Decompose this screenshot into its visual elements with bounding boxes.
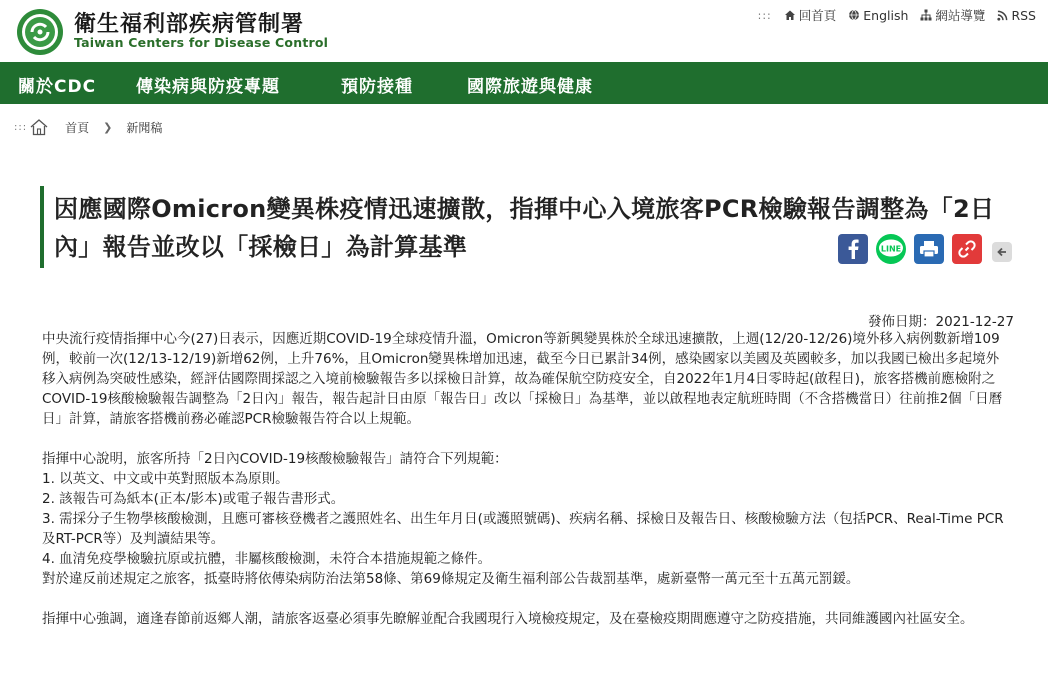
copy-link-button[interactable] (952, 234, 982, 264)
paragraph-intro: 中央流行疫情指揮中心今(27)日表示，因應近期COVID-19全球疫情升溫，Omicron等新興變異株於全球迅速擴散，上週(12/20-12/26)境外移入病例數新增109例，較前一次(12/13-12/19)新增62例，上升76%，且Omicron變異株增加迅速，截至今日已累計34例，感染國家以美國及英國較多，加以我國已檢出多起境外移入病例為突破性感染，經評估國際間採認之入境前檢驗報告多以採檢日計算，故為確保航空防疫安全，自2022年1月4日零時起(啟程日)，旅客搭機前應檢附之COVID-19核酸檢驗報告調整為「2日內」報告，報告起計日由原「報告日」改以「採檢日」為基準，並以啟程地表定航班時間（不含搭機當日）往前推2個「日曆日」計算，請旅客搭機前務必確認PCR檢驗報告符合以上規範。 (42, 331, 1003, 427)
sitemap-icon (920, 9, 932, 21)
home-link-label: 回首頁 (798, 8, 837, 23)
rss-icon (997, 10, 1008, 21)
sitemap-link-label: 網站導覽 (935, 8, 986, 23)
nav-item-about[interactable]: 關於CDC (18, 77, 97, 97)
rss-link[interactable] (997, 8, 1036, 23)
nav-item-vaccination[interactable]: 預防接種 (341, 77, 413, 97)
breadcrumb (14, 118, 162, 136)
main-nav (0, 62, 1048, 104)
rule-item-2: 2. 該報告可為紙本(正本/影本)或電子報告書形式。 (42, 491, 345, 507)
rss-link-label: RSS (1011, 7, 1036, 23)
back-button[interactable] (992, 242, 1012, 262)
cdc-logo-icon[interactable] (16, 8, 64, 56)
breadcrumb-separator: ❯ (103, 120, 113, 134)
page-title: 因應國際Omicron變異株疫情迅速擴散，指揮中心入境旅客PCR檢驗報告調整為「2日內」報告並改以「採檢日」為計算基準 (54, 195, 995, 261)
site-header (0, 0, 1048, 62)
link-icon (957, 239, 977, 259)
print-button[interactable] (914, 234, 944, 264)
rule-item-1: 1. 以英文、中文或中英對照版本為原則。 (42, 471, 289, 487)
paragraph-closing: 指揮中心強調，適逢春節前返鄉人潮，請旅客返臺必須事先瞭解並配合我國現行入境檢疫規定，及在臺檢疫期間應遵守之防疫措施，共同維護國內社區安全。 (42, 611, 974, 627)
brand-name-en[interactable]: Taiwan Centers for Disease Control (74, 35, 329, 50)
article-body (42, 329, 1004, 629)
svg-text:LINE: LINE (880, 244, 902, 254)
brand-name-zh[interactable]: 衛生福利部疾病管制署 (74, 12, 305, 37)
title-accent-bar (40, 186, 44, 268)
rule-item-3: 3. 需採分子生物學核酸檢測，且應可審核登機者之護照姓名、出生年月日(或護照號碼)、疾病名稱、採檢日及報告日、核酸檢驗方法（包括PCR、Real-Time PCR及RT-PCR等）及判讀結果等。 (42, 511, 1004, 547)
publish-date: 發佈日期：2021-12-27 (868, 314, 1014, 330)
home-link[interactable] (784, 6, 837, 24)
breadcrumb-dots[interactable]: ::: (14, 121, 28, 133)
line-icon (878, 239, 904, 259)
facebook-icon (846, 239, 860, 259)
paragraph-penalty: 對於違反前述規定之旅客，抵臺時將依傳染病防治法第58條、第69條規定及衛生福利部公告裁罰基準，處新臺幣一萬元至十五萬元罰鍰。 (42, 571, 860, 587)
home-icon (784, 9, 796, 21)
home-icon (29, 118, 49, 136)
utility-links (758, 6, 1036, 24)
english-link[interactable] (848, 8, 908, 23)
english-link-label: English (863, 7, 909, 23)
arrow-left-icon (996, 246, 1008, 258)
accesskey-dots[interactable]: ::: (757, 8, 772, 22)
nav-item-diseases[interactable]: 傳染病與防疫專題 (136, 77, 280, 97)
line-share-button[interactable] (876, 234, 906, 264)
breadcrumb-current[interactable]: 新聞稿 (126, 120, 163, 135)
globe-icon (848, 9, 860, 21)
sitemap-link[interactable] (920, 6, 985, 24)
facebook-share-button[interactable] (838, 234, 868, 264)
nav-item-travel[interactable]: 國際旅遊與健康 (467, 77, 593, 97)
rule-item-4: 4. 血清免疫學檢驗抗原或抗體，非屬核酸檢測，未符合本措施規範之條件。 (42, 551, 492, 567)
breadcrumb-home[interactable]: 首頁 (65, 120, 90, 135)
share-toolbar (838, 234, 1012, 264)
printer-icon (919, 240, 939, 258)
paragraph-rules-intro: 指揮中心說明，旅客所持「2日內COVID-19核酸檢驗報告」請符合下列規範： (42, 451, 508, 467)
